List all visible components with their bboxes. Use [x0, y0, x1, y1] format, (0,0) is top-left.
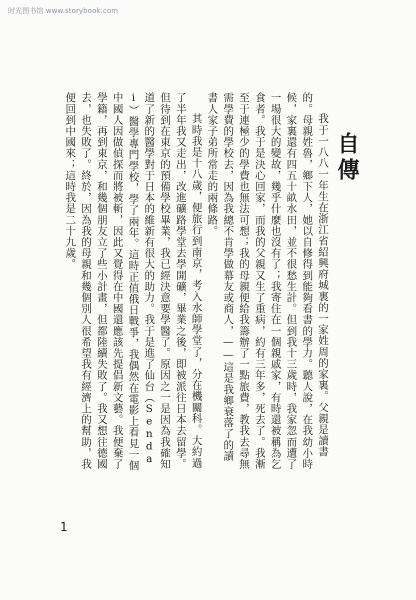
body-text [64, 92, 330, 472]
page-title: 自傳 [334, 132, 360, 184]
watermark: 时光图书馆 www.storybook.com [8, 7, 119, 15]
paragraph-1: 我于一八八一年生在浙江省紹興府城裏的一家姓周的家裏。父親是讀書的。母親姓魯，鄉下人，她以自修得到能夠看書的學力。聽人說，在我幼小時候，家裏還有四五十畝水田，並不很愁生計。但到我十三歲時，我家忽而遭了一場很大的變故，幾乎什麼也沒有了；我寄住在一個親戚家，有時還被稱為乞食者。我于是決心回家，而我的父親又生了重病，約有三年多，死去了。我漸至于連極少的學費也無法可想；我的母親便給我籌辦了一點旅費，教我去尋無需學費的學校去，因為我總不肯學做幕友或商人，——這是我鄉衰落了的讀書人家子弟所常走的兩條路。 [206, 92, 329, 470]
page-number: 1 [60, 520, 68, 534]
paragraph-2: 其時我是十八歲，便旅行到南京，考入水師學堂了，分在機關科。大約過了半年我又走出，改進礦路學堂去學開礦，畢業之後，即被派往日本去留學。但待到在東京的預備學校畢業，我已經決意要學醫了。原因之一是因為我確知道了新的醫學對于日本的維新有很大的助力。我于是進了仙台（Sendai）醫學專門學校，學了兩年。這時正值俄日戰爭，我偶然在電影上看見一個中國人因做偵探而將被斬，因此又覺得在中國還應該先提倡新文藝。我便棄了學籍，再到東京，和幾個朋友立了些小計畫，但都陸續失敗了。我又想往德國去，也失敗了。終於，因為我的母親和幾個別人很希望我有經濟上的幫助，我便回到中國來；這時我是二十九歲。 [64, 92, 203, 471]
